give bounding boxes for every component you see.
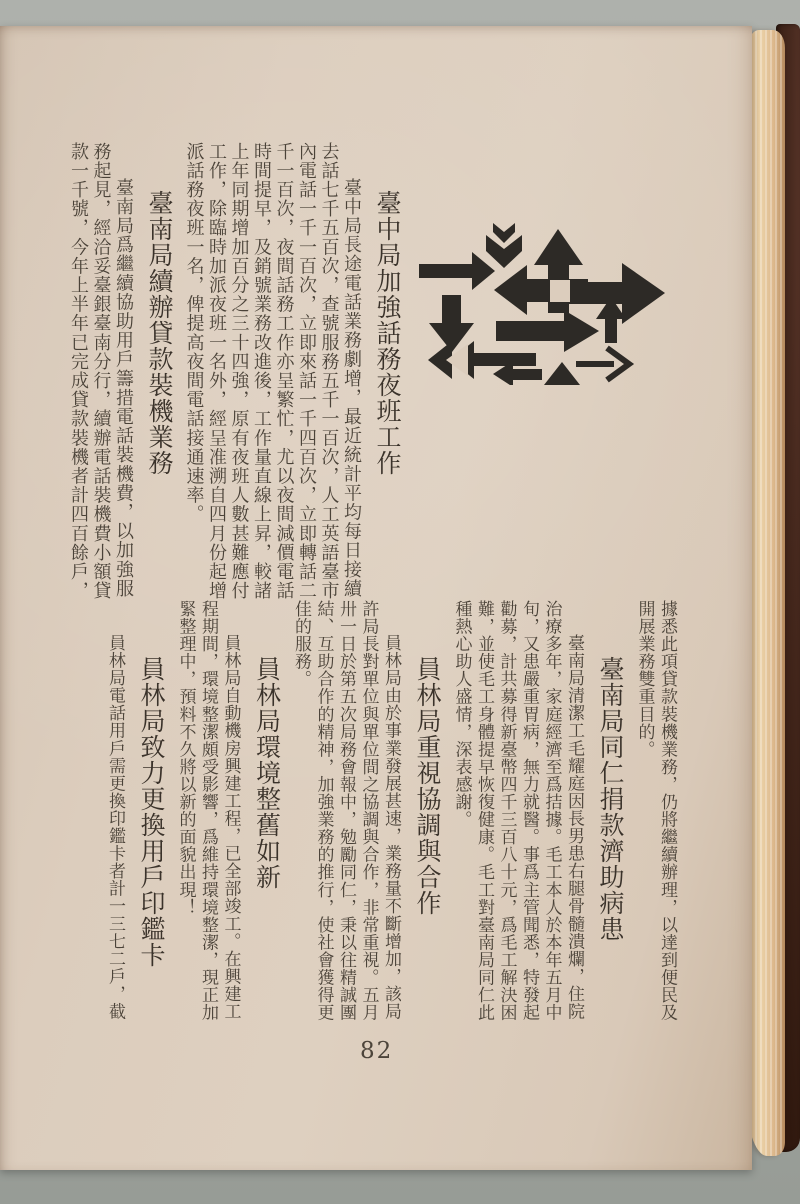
article-title-tainan-donation: 臺南局同仁捐款濟助病患 xyxy=(596,656,625,942)
top-article-band xyxy=(67,142,411,608)
article-body-yuanlin-coordination: 員林局由於事業發展甚速，業務量不斷增加，該局許局長對單位與單位間之協調與合作，非常重視。五月卅一日於第五次局務會報中，勉勵同仁，秉以往精誠團結、互助合作的精神，加強業務的推行，使社會獲得更佳的服務。 xyxy=(291,600,401,1022)
article-title-yuanlin-seal-card: 員林局致力更換用戶印鑑卡 xyxy=(137,656,166,968)
article-title-yuanlin-coordination: 員林局重視協調與合作 xyxy=(413,656,442,916)
book-page xyxy=(0,26,752,1170)
article-body-tainan-donation: 臺南局清潔工毛耀庭因長男患右腿骨髓潰爛，住院治療多年，家庭經濟至爲拮據。毛工本人於本年五月中旬，又患嚴重胃病，無力就醫。事爲主管聞悉，特發起勸募，計共募得新臺幣四千三百八十元，爲毛工解決困難，並使毛工身體提早恢復健康。毛工對臺南局同仁此種熱心助人盛情，深表感謝。 xyxy=(451,600,584,1022)
article-title-taichung-night-shift: 臺中局加強話務夜班工作 xyxy=(373,190,402,476)
article-body-tainan-loan-installation: 臺南局爲繼續協助用戶籌措電話裝機費，以加強服務起見，經洽妥臺銀臺南分行，續辦電話裝機費小額貸款一千號，今年上半年已完成貸款裝機者計四百餘戶， xyxy=(68,142,134,601)
article-body-tainan-loan-continuation: 據悉此項貸款裝機業務，仍將繼續辦理，以達到便民及開展業務雙重目的。 xyxy=(634,600,677,1022)
article-body-taichung-night-shift: 臺中局長途電話業務劇增，最近統計平均每日接續去話七千五百次，查號服務五千一百次，人工英語臺市內電話一千一百次，立即來話一千四百次，立即轉話二千一百次，夜間話務工作亦呈繁忙，尤以夜間減價電話時間提早，及銷號業務改進後，工作量直線上昇，較諸上年同期增加百分之三十四強，原有夜班人數甚難應付工作，除臨時加派夜班一名外，經呈准溯自四月份起增派話務夜班一名，俾提高夜間電話接通速率。 xyxy=(183,142,362,601)
article-body-yuanlin-environment: 員林局自動機房興建工程，已全部竣工。在興建工程期間，環境整潔頗受影響，爲維持環境整潔，現正加緊整理中，預料不久將以新的面貌出現！ xyxy=(175,600,241,1022)
article-title-yuanlin-environment: 員林局環境整舊如新 xyxy=(252,656,282,890)
article-title-tainan-loan-installation: 臺南局續辦貸款裝機業務 xyxy=(145,190,174,476)
page-number: 82 xyxy=(360,1038,394,1064)
arrows-collage-icon xyxy=(416,223,666,385)
bottom-article-band xyxy=(104,600,679,1024)
article-body-yuanlin-seal-card: 員林局電話用戶需更換印鑑卡者計一三七二戶，截 xyxy=(105,634,125,1021)
